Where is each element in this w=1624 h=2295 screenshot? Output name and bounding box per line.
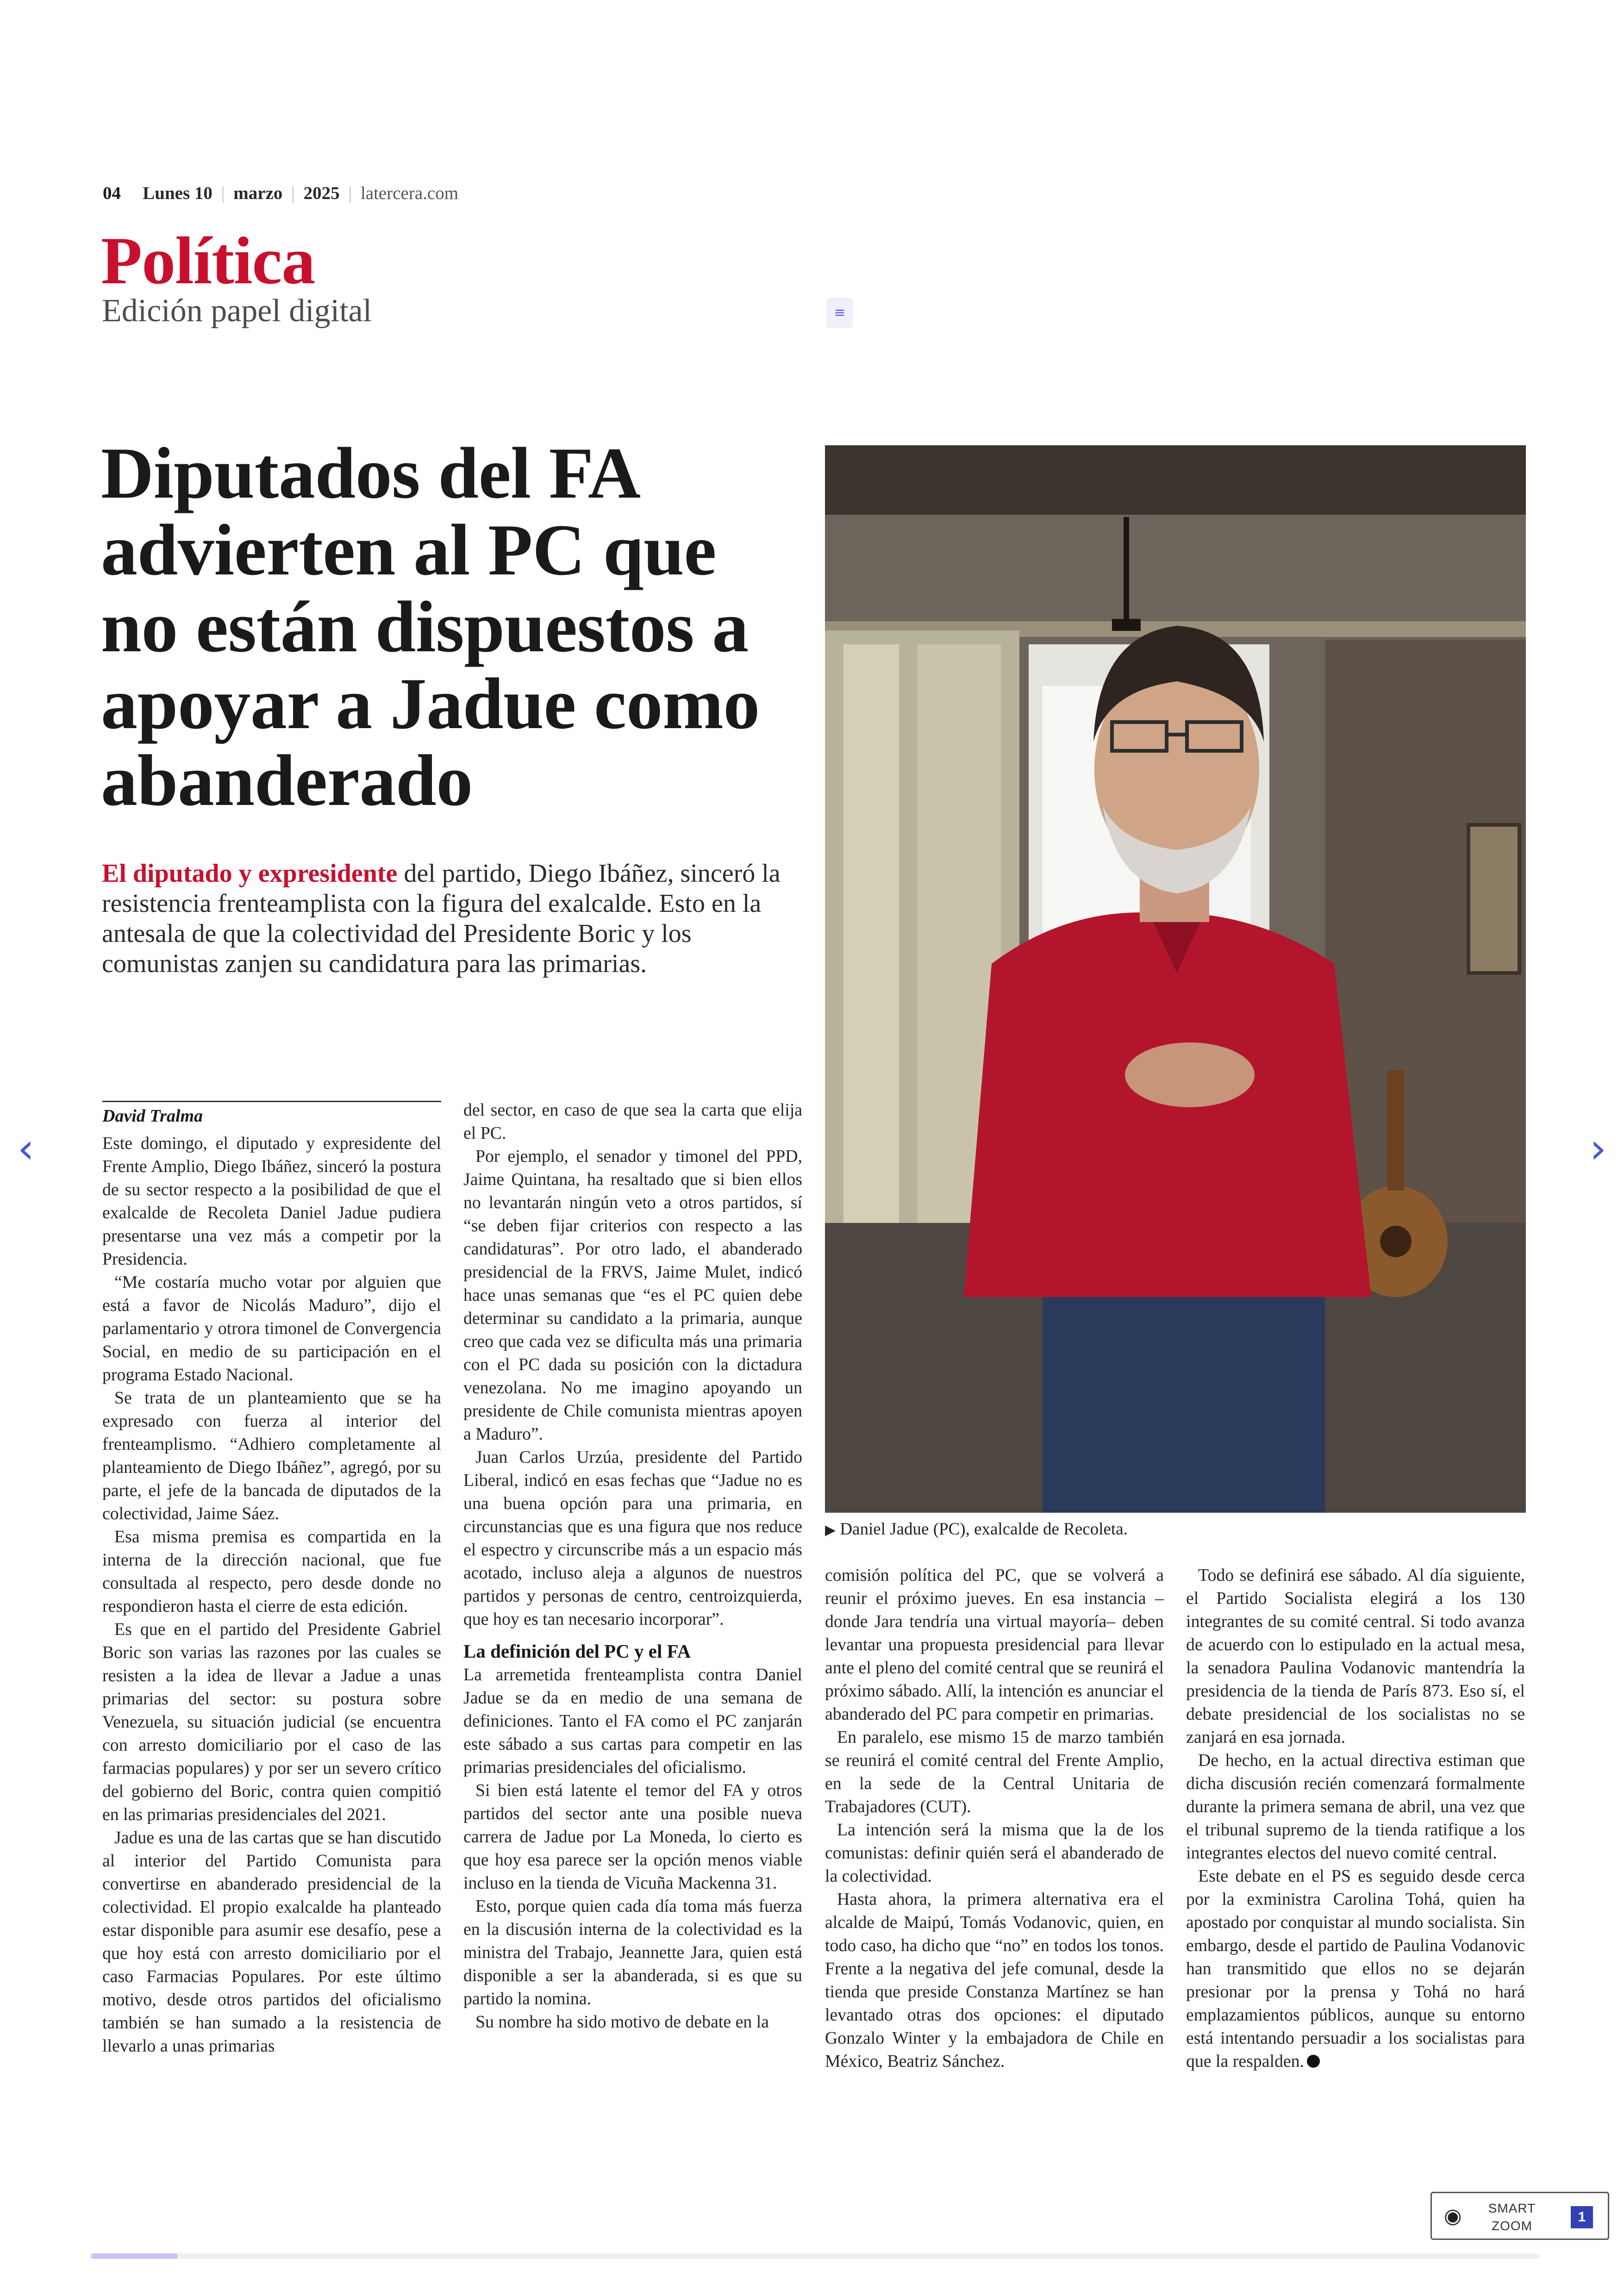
body-paragraph: comisión política del PC, que se volverá a reunir el próximo jueves. En esa instancia –donde Jara tendría una virtual mayoría– deben levantar una propuesta presidencial para llevar ante el pleno del comité central que se reunirá el próximo sábado. Allí, la intención es anunciar el abanderado del PC para competir en primarias. [825,1565,1164,1724]
deck-lead: El diputado y expresidente [102,859,398,888]
body-paragraph [1186,1865,1525,2073]
caption-text: Daniel Jadue (PC), exalcalde de Recoleta. [840,1520,1128,1539]
page-indicator: 1 [1571,2206,1593,2228]
deck-text: del partido, Diego Ibáñez, sinceró la resistencia frenteamplista con la figura del exalcalde. Esto en la antesala de que la colectividad del Presidente Boric y los comunistas zanjen su candidatura para las primarias. [102,859,781,978]
body-paragraph: Su nombre ha sido motivo de debate en la [475,2012,769,2032]
date-year: 2025 [303,183,340,203]
body-paragraph: Esa misma premisa es compartida en la interna de la dirección nacional, que fue consultada al respecto, pero desde donde no respondieron hasta el cierre de esta edición. [102,1527,441,1616]
body-paragraph: Este domingo, el diputado y expresidente del Frente Amplio, Diego Ibáñez, sinceró la postura de su sector respecto a la posibilidad de que el exalcalde de Recoleta Daniel Jadue pudiera presentarse una vez más a competir por la Presidencia. [102,1134,441,1269]
caption-arrow-icon: ▶ [825,1522,836,1538]
body-paragraph: La arremetida frenteamplista contra Daniel Jadue se da en medio de una semana de definiciones. Tanto el FA como el PC zanjarán este sábado a sus cartas para competir en las primarias presidenciales del oficialismo. [463,1665,802,1777]
eye-icon: ◉ [1444,2204,1462,2228]
page-number: 04 [103,183,121,203]
body-paragraph: En paralelo, ese mismo 15 de marzo también se reunirá el comité central del Frente Amplio, en la sede de la Central Unitaria de Trabajadores (CUT). [825,1727,1164,1816]
article-column-2 [463,1098,802,2033]
byline: David Tralma [102,1101,441,1132]
dateline: 04 Lunes 10 | marzo | 2025 | latercera.com [103,183,459,203]
site-name: latercera.com [360,183,459,203]
subhead: La definición del PC y el FA [463,1640,691,1662]
body-paragraph: Es que en el partido del Presidente Gabriel Boric son varias las razones por las cuales se resisten a la idea de llevar a Jadue a unas primarias del sector: su postura sobre Venezuela, su situación judicial (se encuentra con arresto domiciliario por el caso de las farmacias populares) y por ser un severo crítico del gobierno del Boric, contra quien compitió en las primarias presidenciales del 2021. [102,1620,441,1824]
date-day: Lunes 10 [143,183,212,203]
edition-label: Edición papel digital [102,293,372,329]
body-paragraph: “Me costaría mucho votar por alguien que está a favor de Nicolás Maduro”, dijo el parlamentario y otrora timonel de Convergencia Social, en medio de su participación en el programa Estado Nacional. [102,1272,441,1384]
article-column-1 [102,1101,441,2058]
body-paragraph: La intención será la misma que la de los comunistas: definir quién será el abanderado de la colectividad. [825,1820,1164,1886]
end-mark-icon [1307,2055,1320,2068]
section-title: Política [101,223,315,298]
body-paragraph: De hecho, en la actual directiva estiman que dicha discusión recién comenzará formalmente durante la primera semana de abril, una vez que el tribunal supremo de la tienda ratifique a los integrantes electos del nuevo comité central. [1186,1751,1525,1863]
final-paragraph-text: Este debate en el PS es seguido desde cerca por la exministra Carolina Tohá, quien ha apostado por conquistar al mundo socialista. Sin embargo, desde el partido de Paulina Vodanovic han transmitido que ellos no se dejarán presionar por la prensa y Tohá no hará emplazamientos públicos, aunque su entorno está intentando persuadir a los socialistas para que la respalden. [1186,1866,1525,2071]
smart-zoom-button[interactable] [1430,2192,1609,2240]
scroll-progress-fill [91,2253,178,2259]
photo-caption [825,1519,1526,1540]
chevron-left-icon[interactable]: ‹ [18,1124,34,1173]
body-paragraph: del sector, en caso de que sea la carta que elija el PC. [463,1100,802,1143]
article-column-4 [1186,1564,1525,2073]
date-month: marzo [233,183,283,203]
scroll-progress-track[interactable] [91,2253,1540,2259]
body-paragraph: Esto, porque quien cada día toma más fuerza en la discusión interna de la colectividad es la ministra del Trabajo, Jeannette Jara, quien está disponible a ser la abanderada, si es que su partido la nomina. [463,1896,802,2008]
body-paragraph: Por ejemplo, el senador y timonel del PPD, Jaime Quintana, ha resaltado que si bien ellos no levantarán ningún veto a otros partidos, sí “se deben fijar criterios con respecto a las candidaturas”. Por otro lado, el abanderado presidencial de la FRVS, Jaime Mulet, indicó hace unas semanas que “es el PC quien debe determinar su candidato a la primaria, aunque creo que cada vez se dificulta más una primaria con el PC dada su posición con la dictadura venezolana. No me imagino apoyando un presidente de Chile comunista mientras apoyen a Maduro”. [463,1147,802,1444]
deck [102,859,801,979]
body-paragraph: Si bien está latente el temor del FA y otros partidos del sector ante una posible nueva carrera de Jadue por La Moneda, lo cierto es que hoy esa parece ser la opción menos viable incluso en la tienda de Vicuña Mackenna 31. [463,1781,802,1893]
body-paragraph: Hasta ahora, la primera alternativa era el alcalde de Maipú, Tomás Vodanovic, quien, en todo caso, ha dicho que “no” en todos los tonos. Frente a la negativa del jefe comunal, desde la tienda que preside Constanza Martínez se han levantado otras dos opciones: el diputado Gonzalo Winter y la embajadora de Chile en México, Beatriz Sánchez. [825,1890,1164,2071]
article-photo [825,445,1526,1513]
body-paragraph: Se trata de un planteamiento que se ha expresado con fuerza al interior del frenteamplismo. “Adhiero completamente al planteamiento de Diego Ibáñez”, agregó, por su parte, el jefe de la bancada de diputados de la colectividad, Jaime Sáez. [102,1388,441,1523]
chevron-right-icon[interactable]: › [1590,1124,1606,1173]
body-paragraph: Todo se definirá ese sábado. Al día siguiente, el Partido Socialista elegirá a los 130 integrantes de su comité central. Si todo avanza de acuerdo con lo estipulado en la actual mesa, la senadora Paulina Vodanovic mantendría la presidencia de la tienda de París 873. Eso sí, el debate presidencial de los socialistas no se zanjará en esa jornada. [1186,1565,1525,1747]
body-paragraph: Jadue es una de las cartas que se han discutido al interior del Partido Comunista para convertirse en abanderado presidencial de la colectividad. El propio exalcalde ha planteado estar disponible para asumir ese desafío, pese a que hoy está con arresto domiciliario por el caso Farmacias Populares. Por este último motivo, desde otros partidos del oficialismo también se han sumado a la resistencia de llevarlo a unas primarias [102,1828,441,2056]
body-paragraph: Juan Carlos Urzúa, presidente del Partido Liberal, indicó en esas fechas que “Jadue no es una buena opción para una primaria, en circunstancias que es una figura que nos reduce el espectro y circunscribe más a un espacio más acotado, incluso aleja a algunos de nuestros partidos y personas de centro, centroizquierda, que hoy es tan necesario incorporar”. [463,1447,802,1629]
list-icon[interactable]: ≡ [826,298,853,328]
photo-illustration [825,445,1526,1513]
headline: Diputados del FA advierten al PC que no están dispuestos a apoyar a Jadue como abanderado [101,433,760,821]
smart-zoom-label: SMART ZOOM [1488,2201,1536,2233]
article-column-3 [825,1564,1164,2073]
